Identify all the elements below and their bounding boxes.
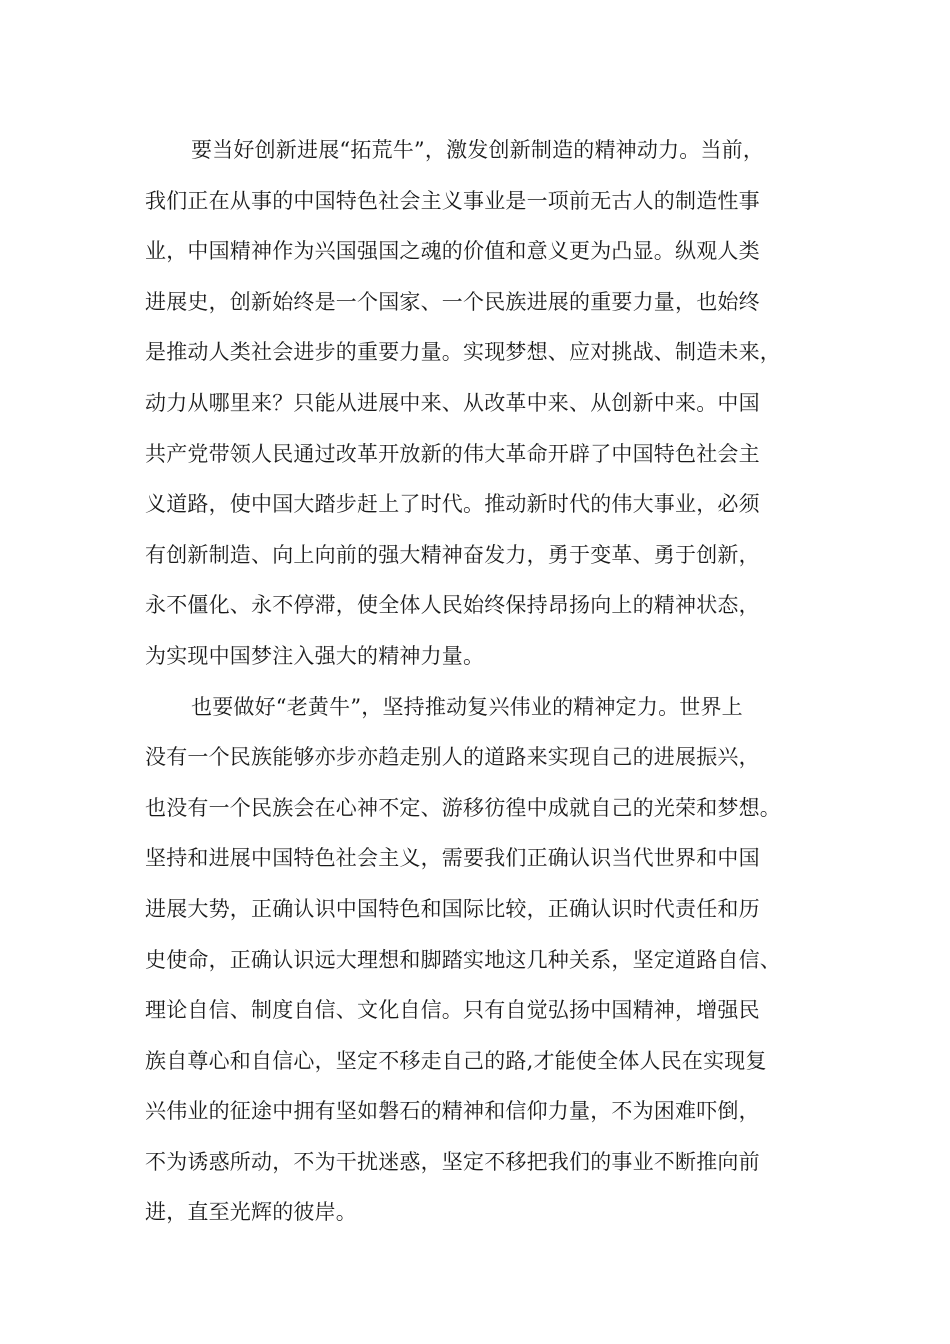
paragraph-line: 进展史，创新始终是一个国家、一个民族进展的重要力量，也始终 (145, 289, 760, 314)
paragraph-line: 兴伟业的征途中拥有坚如磐石的精神和信仰力量，不为困难吓倒， (145, 1099, 760, 1124)
paragraph-line: 理论自信、制度自信、文化自信。只有自觉弘扬中国精神，增强民 (145, 998, 760, 1023)
paragraph-line: 有创新制造、向上向前的强大精神奋发力，勇于变革、勇于创新， (145, 542, 760, 567)
paragraph-line: 是推动人类社会进步的重要力量。实现梦想、应对挑战、制造未来， (145, 340, 781, 365)
paragraph-line: 我们正在从事的中国特色社会主义事业是一项前无古人的制造性事 (145, 188, 760, 213)
paragraph-line: 进，直至光辉的彼岸。 (145, 1200, 357, 1225)
paragraph-line: 史使命，正确认识远大理想和脚踏实地这几种关系，坚定道路自信、 (145, 947, 781, 972)
paragraph (145, 125, 835, 682)
paragraph-line: 没有一个民族能够亦步亦趋走别人的道路来实现自己的进展振兴， (145, 745, 760, 770)
paragraph-line: 不为诱惑所动，不为干扰迷惑，坚定不移把我们的事业不断推向前 (145, 1149, 760, 1174)
paragraph-line: 业，中国精神作为兴国强国之魂的价值和意义更为凸显。纵观人类 (145, 239, 760, 264)
paragraph-line: 族自尊心和自信心，坚定不移走自己的路,才能使全体人民在实现复 (145, 1048, 767, 1073)
paragraph-line: 动力从哪里来？只能从进展中来、从改革中来、从创新中来。中国 (145, 390, 760, 415)
paragraph-line: 共产党带领人民通过改革开放新的伟大革命开辟了中国特色社会主 (145, 441, 760, 466)
paragraph-line: 也要做好“老黄牛”，坚持推动复兴伟业的精神定力。世界上 (191, 694, 743, 719)
paragraph-line: 为实现中国梦注入强大的精神力量。 (145, 643, 485, 668)
paragraph (145, 682, 835, 1239)
paragraph-line: 坚持和进展中国特色社会主义，需要我们正确认识当代世界和中国 (145, 846, 760, 871)
paragraph-line: 要当好创新进展“拓荒牛”，激发创新制造的精神动力。当前， (191, 138, 765, 162)
document-body (145, 125, 835, 1238)
paragraph-line: 义道路，使中国大踏步赶上了时代。推动新时代的伟大事业，必须 (145, 492, 760, 517)
paragraph-line: 也没有一个民族会在心神不定、游移彷徨中成就自己的光荣和梦想。 (145, 795, 781, 820)
paragraph-line: 进展大势，正确认识中国特色和国际比较，正确认识时代责任和历 (145, 896, 760, 921)
paragraph-line: 永不僵化、永不停滞，使全体人民始终保持昂扬向上的精神状态， (145, 593, 760, 618)
